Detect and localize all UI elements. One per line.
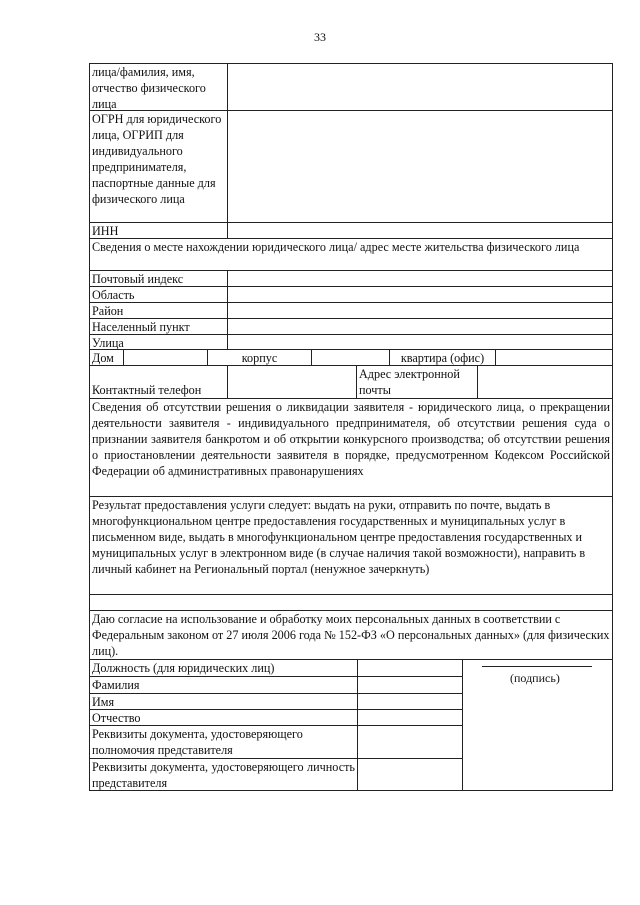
application-form <box>89 63 613 791</box>
address-heading: Сведения о месте нахождении юридического лица/ адрес месте жительства физического лица <box>92 240 580 254</box>
email-field[interactable] <box>478 366 612 398</box>
locality-label: Населенный пункт <box>92 320 190 334</box>
postal-row <box>89 271 613 287</box>
registration-row <box>89 111 613 223</box>
consent-statement: Даю согласие на использование и обработку моих персональных данных в соответствии с Федеральным законом от 27 июля 2006 года № 152-ФЗ «О персональных данных» (для физических лиц). <box>92 612 610 658</box>
phone-label: Контактный телефон <box>92 383 202 397</box>
identity-doc-label <box>90 759 357 791</box>
applicant-name-row <box>89 63 613 111</box>
building-label: корпус <box>241 351 278 365</box>
house-label: Дом <box>92 351 114 365</box>
email-label: Адрес электронной почты <box>359 367 460 397</box>
registration-field[interactable] <box>228 111 612 222</box>
result-statement: Результат предоставления услуги следует: выдать на руки, отправить по почте, выдать в многофункциональном центре предоставления государственных и муниципальных услуг в письменном виде, выдать в многофункциональном центре предоставления государственных и муниципальных услуг в электронном виде (в случае наличия такой возможности), направить в личный кабинет на Региональный портал (ненужное зачеркнуть) <box>92 498 586 576</box>
inn-row <box>89 223 613 239</box>
region-label: Область <box>92 288 135 302</box>
signature-label: (подпись) <box>510 671 560 685</box>
region-row <box>89 287 613 303</box>
authority-doc-field[interactable] <box>358 726 462 758</box>
liquidation-row <box>89 399 613 497</box>
postal-label: Почтовый индекс <box>92 272 184 286</box>
registration-label: ОГРН для юридического лица, ОГРИП для индивидуального предпринимателя, паспортные данные для физического лица <box>92 112 222 206</box>
surname-field[interactable] <box>358 677 462 693</box>
patronymic-field[interactable] <box>358 710 462 725</box>
street-field[interactable] <box>228 335 612 349</box>
district-field[interactable] <box>228 303 612 318</box>
inn-field[interactable] <box>228 223 612 238</box>
street-row <box>89 335 613 350</box>
blank-row[interactable] <box>89 595 613 611</box>
contact-row <box>89 366 613 399</box>
identity-doc-field[interactable] <box>358 759 462 791</box>
region-field[interactable] <box>228 287 612 302</box>
identity-doc-text: Реквизиты документа, удостоверяющего личность представителя <box>92 760 355 790</box>
phone-field[interactable] <box>228 366 356 398</box>
district-row <box>89 303 613 319</box>
signature-line[interactable] <box>482 666 592 667</box>
first-name-label: Имя <box>92 695 115 709</box>
applicant-name-field[interactable] <box>228 64 612 110</box>
street-label: Улица <box>92 336 124 349</box>
phone-label-cell <box>90 366 227 398</box>
district-label: Район <box>92 304 124 318</box>
applicant-name-label: лица/фамилия, имя, отчество физического лица <box>92 65 206 110</box>
house-field[interactable] <box>124 350 207 365</box>
apartment-label: квартира (офис) <box>400 351 485 365</box>
locality-field[interactable] <box>228 319 612 334</box>
page-number: 33 <box>314 30 326 44</box>
patronymic-label: Отчество <box>92 711 141 725</box>
consent-row <box>89 611 613 660</box>
result-row <box>89 497 613 595</box>
authority-doc-label: Реквизиты документа, удостоверяющего полномочия представителя <box>92 727 303 757</box>
postal-field[interactable] <box>228 271 612 286</box>
representative-block <box>89 660 613 791</box>
address-heading-row <box>89 239 613 271</box>
position-label: Должность (для юридических лиц) <box>92 661 275 675</box>
building-field[interactable] <box>312 350 389 365</box>
liquidation-statement: Сведения об отсутствии решения о ликвидации заявителя - юридического лица, о прекращении деятельности заявителя - индивидуального предпринимателя, об отсутствии решения суда о признании заявителя банкротом и об открытии конкурсного производства; об отсутствии решения о приостановлении деятельности заявителя в порядке, предусмотренном Кодексом Российской Федерации об административных правонарушениях <box>92 400 610 478</box>
inn-label: ИНН <box>92 224 119 238</box>
surname-label: Фамилия <box>92 678 140 692</box>
locality-row <box>89 319 613 335</box>
apartment-field[interactable] <box>496 350 612 365</box>
position-field[interactable] <box>358 660 462 676</box>
house-row <box>89 350 613 366</box>
first-name-field[interactable] <box>358 694 462 709</box>
